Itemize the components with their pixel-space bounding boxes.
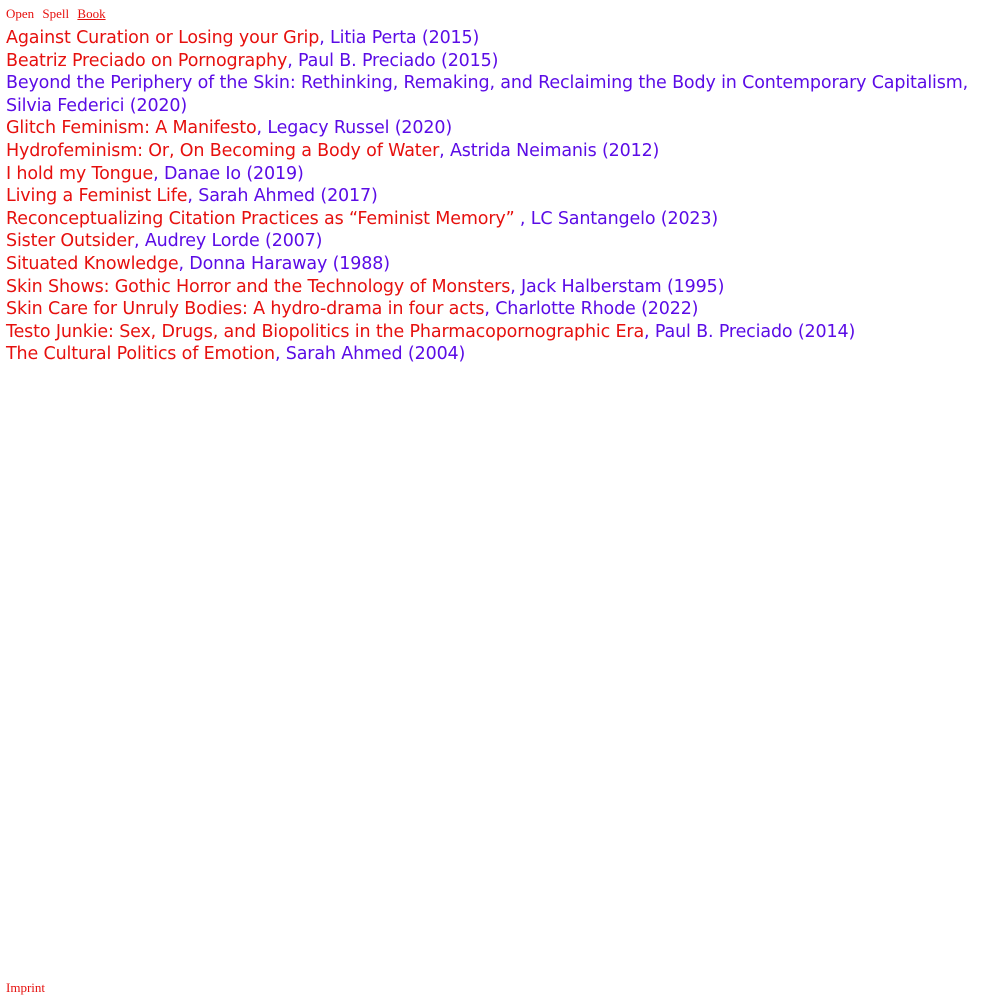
book-author[interactable]: Legacy Russel (2020) bbox=[267, 118, 453, 139]
nav-link-open[interactable]: Open bbox=[6, 6, 35, 21]
book-separator: , bbox=[287, 50, 299, 71]
book-author[interactable]: Sarah Ahmed (2017) bbox=[198, 186, 378, 207]
book-separator: , bbox=[274, 344, 286, 365]
book-entry[interactable] bbox=[6, 208, 986, 231]
book-author[interactable]: Jack Halberstam (1995) bbox=[521, 276, 725, 297]
top-nav bbox=[6, 6, 111, 22]
book-entry[interactable] bbox=[6, 27, 986, 50]
book-title[interactable]: Testo Junkie: Sex, Drugs, and Biopolitics in the Pharmacopornographic Era bbox=[6, 321, 645, 342]
book-separator: , bbox=[519, 208, 531, 229]
book-title[interactable]: Hydrofeminism: Or, On Becoming a Body of Water bbox=[6, 140, 440, 161]
book-title[interactable]: Beyond the Periphery of the Skin: Rethinking, Remaking, and Reclaiming the Body in Contemporary Capitalism bbox=[6, 73, 963, 94]
book-separator: , bbox=[256, 118, 268, 139]
book-separator: , bbox=[319, 28, 331, 48]
book-entry[interactable] bbox=[6, 230, 986, 253]
book-title[interactable]: Sister Outsider bbox=[6, 231, 135, 252]
book-author[interactable]: Donna Haraway (1988) bbox=[189, 253, 390, 274]
book-title[interactable]: The Cultural Politics of Emotion bbox=[6, 344, 275, 365]
book-entry[interactable] bbox=[6, 343, 986, 366]
book-author[interactable]: Charlotte Rhode (2022) bbox=[495, 299, 699, 320]
book-separator: , bbox=[484, 299, 496, 320]
book-title[interactable]: Reconceptualizing Citation Practices as “Feminist Memory” bbox=[6, 208, 520, 229]
book-title[interactable]: Skin Care for Unruly Bodies: A hydro-drama in four acts bbox=[6, 299, 485, 320]
footer bbox=[6, 980, 45, 996]
book-entry[interactable] bbox=[6, 117, 986, 140]
book-separator: , bbox=[187, 186, 199, 207]
book-title[interactable]: Beatriz Preciado on Pornography bbox=[6, 50, 288, 71]
imprint-link[interactable]: Imprint bbox=[6, 980, 45, 995]
book-entry[interactable] bbox=[6, 163, 986, 186]
book-entry[interactable] bbox=[6, 276, 986, 299]
book-separator: , bbox=[439, 140, 450, 161]
book-title[interactable]: I hold my Tongue bbox=[6, 163, 154, 184]
book-entry[interactable] bbox=[6, 253, 986, 276]
nav-link-spell[interactable]: Spell bbox=[42, 6, 70, 21]
nav-link-book[interactable]: Book bbox=[77, 6, 106, 21]
book-separator: , bbox=[178, 253, 190, 274]
book-separator: , bbox=[510, 276, 522, 297]
book-entry[interactable] bbox=[6, 321, 986, 344]
book-title[interactable]: Against Curation or Losing your Grip bbox=[6, 28, 320, 48]
book-title[interactable]: Skin Shows: Gothic Horror and the Technology of Monsters bbox=[6, 276, 511, 297]
book-list bbox=[6, 27, 986, 366]
book-title[interactable]: Situated Knowledge bbox=[6, 253, 179, 274]
book-title[interactable]: Glitch Feminism: A Manifesto bbox=[6, 118, 257, 139]
book-entry[interactable] bbox=[6, 140, 986, 163]
book-entry[interactable] bbox=[6, 185, 986, 208]
book-entry[interactable] bbox=[6, 50, 986, 73]
book-author[interactable]: Audrey Lorde (2007) bbox=[144, 231, 323, 252]
book-entry[interactable] bbox=[6, 72, 986, 117]
book-separator: , bbox=[153, 163, 164, 184]
book-separator: , bbox=[644, 321, 655, 342]
book-author[interactable]: Paul B. Preciado (2014) bbox=[654, 321, 856, 342]
book-separator: , bbox=[134, 231, 145, 252]
book-entry[interactable] bbox=[6, 298, 986, 321]
book-separator: , bbox=[962, 73, 969, 94]
book-author[interactable]: LC Santangelo (2023) bbox=[530, 208, 719, 229]
book-author[interactable]: Danae Io (2019) bbox=[163, 163, 304, 184]
book-title[interactable]: Living a Feminist Life bbox=[6, 186, 188, 207]
book-author[interactable]: Astrida Neimanis (2012) bbox=[449, 140, 660, 161]
book-author[interactable]: Litia Perta (2015) bbox=[330, 28, 480, 48]
book-author[interactable]: Paul B. Preciado (2015) bbox=[298, 50, 499, 71]
book-author[interactable]: Silvia Federici (2020) bbox=[6, 95, 188, 116]
book-author[interactable]: Sarah Ahmed (2004) bbox=[285, 344, 466, 365]
